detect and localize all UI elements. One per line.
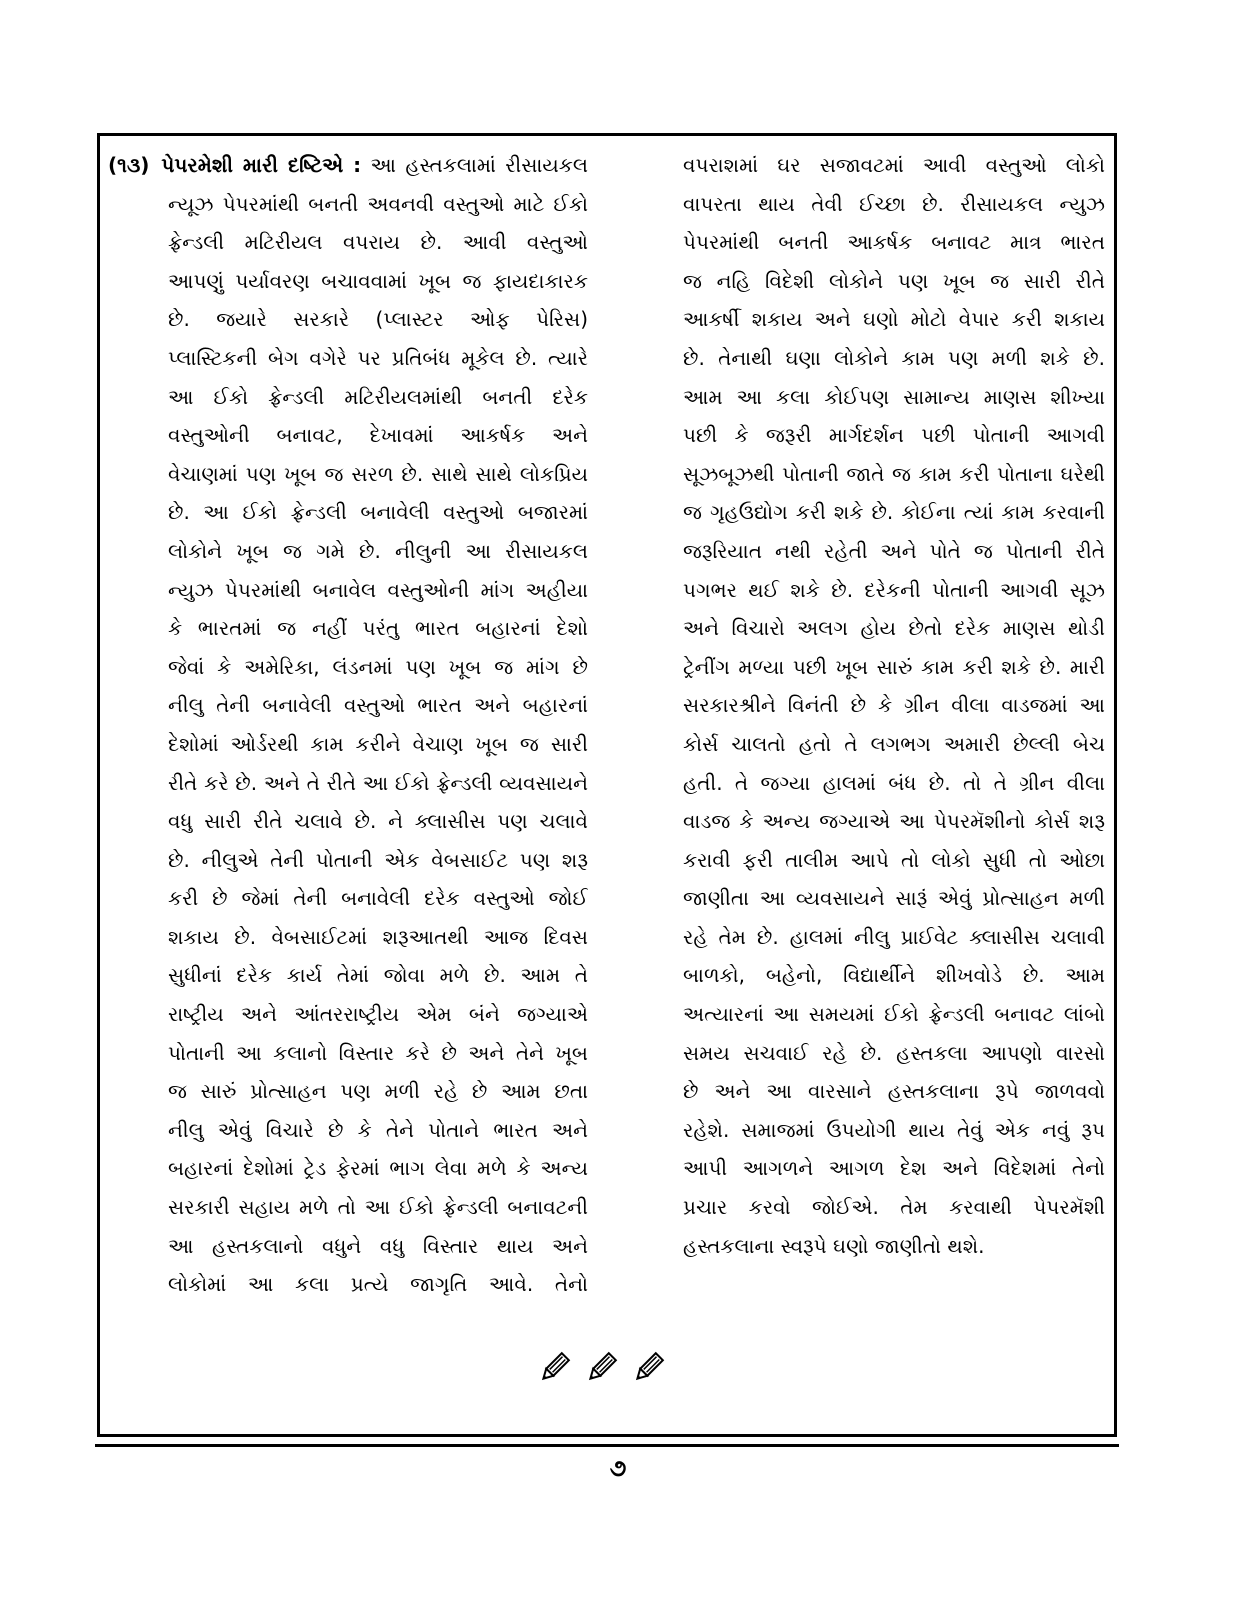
text-line: બાળકો, બહેનો, વિદ્યાર્થીને શીખવોડે છે. આમ	[683, 963, 1105, 988]
text-line: વપરાશમાં ઘર સજાવટમાં આવી વસ્તુઓ લોકો	[683, 153, 1105, 177]
text-line: આ હસ્તકલાનો વધુને વધુ વિસ્તાર થાય અને	[168, 1233, 588, 1258]
text-line: અત્યારનાં આ સમયમાં ઈકો ફ્રેન્ડલી બનાવટ લાંબો	[683, 1002, 1105, 1027]
text-line: આપી આગળને આગળ દેશ અને વિદેશમાં તેનો	[683, 1156, 1105, 1181]
text-line: આ ઈકો ફ્રેન્ડલી મટિરીયલમાંથી બનતી દરેક	[168, 384, 588, 409]
text-line: જરૂરિયાત નથી રહેતી અને પોતે જ પોતાની રીતે	[683, 538, 1105, 563]
text-line: આપણું પર્યાવરણ બચાવવામાં ખૂબ જ ફાયદાકારક	[168, 268, 588, 293]
text-line: છે. આ ઈકો ફ્રેન્ડલી બનાવેલી વસ્તુઓ બજારમાં	[168, 500, 588, 525]
text-line: લોકોમાં આ કલા પ્રત્યે જાગૃતિ આવે. તેનો	[168, 1272, 588, 1297]
left-column	[108, 146, 588, 1304]
text-line: ન્યુઝ પેપરમાંથી બનાવેલ વસ્તુઓની માંગ અહીયા	[168, 577, 588, 602]
text-line: સમય સચવાઈ રહે છે. હસ્તકલા આપણો વારસો	[683, 1040, 1105, 1065]
text-line: જ ગૃહઉદ્યોગ કરી શકે છે. કોઈના ત્યાં કામ કરવાની	[683, 500, 1105, 525]
text-line: દેશોમાં ઓર્ડરથી કામ કરીને વેચાણ ખૂબ જ સારી	[168, 731, 588, 756]
text-line: આમ આ કલા કોઈપણ સામાન્ય માણસ શીખ્યા	[683, 384, 1105, 409]
page-number: ૭	[609, 1454, 627, 1482]
text-line: કરી છે જેમાં તેની બનાવેલી દરેક વસ્તુઓ જોઈ	[168, 886, 588, 911]
pencil-icon	[536, 1350, 572, 1386]
text-line: વાપરતા થાય તેવી ઈચ્છા છે. રીસાયકલ ન્યુઝ	[683, 191, 1105, 216]
text-line: સરકારશ્રીને વિનંતી છે કે ગ્રીન વીલા વાડજમાં આ	[683, 693, 1105, 718]
text-line: સૂઝબૂઝથી પોતાની જાતે જ કામ કરી પોતાના ઘરેથી	[683, 461, 1105, 486]
text-line: અને વિચારો અલગ હોય છેતો દરેક માણસ થોડી	[683, 616, 1105, 641]
text-line: વેચાણમાં પણ ખૂબ જ સરળ છે. સાથે સાથે લોકપ્રિય	[168, 461, 588, 486]
text-line: પેપરમાંથી બનતી આકર્ષક બનાવટ માત્ર ભારત	[683, 230, 1105, 255]
right-column	[683, 146, 1105, 1265]
text-line: પોતાની આ કલાનો વિસ્તાર કરે છે અને તેને ખૂબ	[168, 1040, 588, 1065]
text-line: રહેશે. સમાજમાં ઉપયોગી થાય તેવું એક નવું રૂપ	[683, 1117, 1105, 1142]
pencil-icon	[630, 1350, 666, 1386]
text-line: ફ્રેન્ડલી મટિરીયલ વપરાય છે. આવી વસ્તુઓ	[168, 230, 588, 255]
first-line	[108, 146, 588, 185]
first-line-text: આ હસ્તકલામાં રીસાયકલ	[370, 153, 588, 177]
text-line: જાણીતા આ વ્યવસાયને સારૂં એવું પ્રોત્સાહન મળી	[683, 886, 1105, 911]
text-line: હસ્તકલાના સ્વરૂપે ઘણો જાણીતો થશે.	[683, 1233, 985, 1258]
text-line: વધુ સારી રીતે ચલાવે છે. ને ક્લાસીસ પણ ચલાવે	[168, 809, 588, 834]
text-line: રીતે કરે છે. અને તે રીતે આ ઈકો ફ્રેન્ડલી વ્યવસાયને	[168, 770, 588, 795]
text-line: કે ભારતમાં જ નહીં પરંતુ ભારત બહારનાં દેશો	[168, 616, 588, 641]
text-line: બહારનાં દેશોમાં ટ્રેડ ફેરમાં ભાગ લેવા મળે કે અન્ય	[168, 1156, 588, 1181]
text-line: પ્રચાર કરવો જોઈએ. તેમ કરવાથી પેપરમૅશી	[683, 1195, 1105, 1220]
text-line: પગભર થઈ શકે છે. દરેકની પોતાની આગવી સૂઝ	[683, 577, 1105, 602]
text-line: છે અને આ વારસાને હસ્તકલાના રૂપે જાળવવો	[683, 1079, 1105, 1104]
text-line: નીલુ તેની બનાવેલી વસ્તુઓ ભારત અને બહારનાં	[168, 693, 588, 718]
text-line: જેવાં કે અમેરિકા, લંડનમાં પણ ખૂબ જ માંગ છે	[168, 654, 588, 679]
text-line: આકર્ષી શકાય અને ઘણો મોટો વેપાર કરી શકાય	[683, 307, 1105, 332]
text-line: ટ્રેનીંગ મળ્યા પછી ખૂબ સારું કામ કરી શકે છે. મારી	[683, 654, 1105, 679]
text-line: પછી કે જરૂરી માર્ગદર્શન પછી પોતાની આગવી	[683, 423, 1105, 448]
text-line: નીલુ એવું વિચારે છે કે તેને પોતાને ભારત અને	[168, 1117, 588, 1142]
text-line: સુધીનાં દરેક કાર્ય તેમાં જોવા મળે છે. આમ તે	[168, 963, 588, 988]
section-heading: પેપરમેશી મારી દષ્ટિએ :	[161, 153, 362, 177]
text-line: વાડજ કે અન્ય જગ્યાએ આ પેપરમૅશીનો કોર્સ શરૂ	[683, 809, 1105, 834]
text-line: ન્યૂઝ પેપરમાંથી બનતી અવનવી વસ્તુઓ માટે ઈકો	[168, 191, 588, 216]
text-line: લોકોને ખૂબ જ ગમે છે. નીલુની આ રીસાયકલ	[168, 538, 588, 563]
text-line: કોર્સ ચાલતો હતો તે લગભગ અમારી છેલ્લી બેચ	[683, 731, 1105, 756]
text-line: છે. નીલુએ તેની પોતાની એક વેબસાઈટ પણ શરૂ	[168, 847, 588, 872]
text-line: કરાવી ફરી તાલીમ આપે તો લોકો સુધી તો ઓછા	[683, 847, 1105, 872]
section-number: (૧૩)	[108, 153, 150, 177]
text-line: રહે તેમ છે. હાલમાં નીલુ પ્રાઈવેટ ક્લાસીસ ચલાવી	[683, 924, 1105, 949]
text-line: જ સારું પ્રોત્સાહન પણ મળી રહે છે આમ છતા	[168, 1079, 588, 1104]
ornament	[536, 1350, 666, 1394]
text-line: જ નહિ વિદેશી લોકોને પણ ખૂબ જ સારી રીતે	[683, 268, 1105, 293]
pencil-icon	[583, 1350, 619, 1386]
text-line: હતી. તે જગ્યા હાલમાં બંધ છે. તો તે ગ્રીન વીલા	[683, 770, 1105, 795]
text-line: સરકારી સહાય મળે તો આ ઈકો ફ્રેન્ડલી બનાવટની	[168, 1195, 588, 1220]
text-line: પ્લાસ્ટિકની બેગ વગેરે પર પ્રતિબંધ મૂકેલ છે. ત્યારે	[168, 345, 588, 370]
bottom-rule	[95, 1444, 1119, 1447]
text-line: છે. તેનાથી ઘણા લોકોને કામ પણ મળી શકે છે.	[683, 345, 1105, 370]
text-line: વસ્તુઓની બનાવટ, દેખાવમાં આકર્ષક અને	[168, 423, 588, 448]
text-line: શકાય છે. વેબસાઈટમાં શરૂઆતથી આજ દિવસ	[168, 924, 588, 949]
text-line: છે. જયારે સરકારે (પ્લાસ્ટર ઓફ પેરિસ)	[168, 307, 588, 332]
text-line: રાષ્ટ્રીય અને આંતરરાષ્ટ્રીય એમ બંને જગ્યાએ	[168, 1002, 588, 1027]
